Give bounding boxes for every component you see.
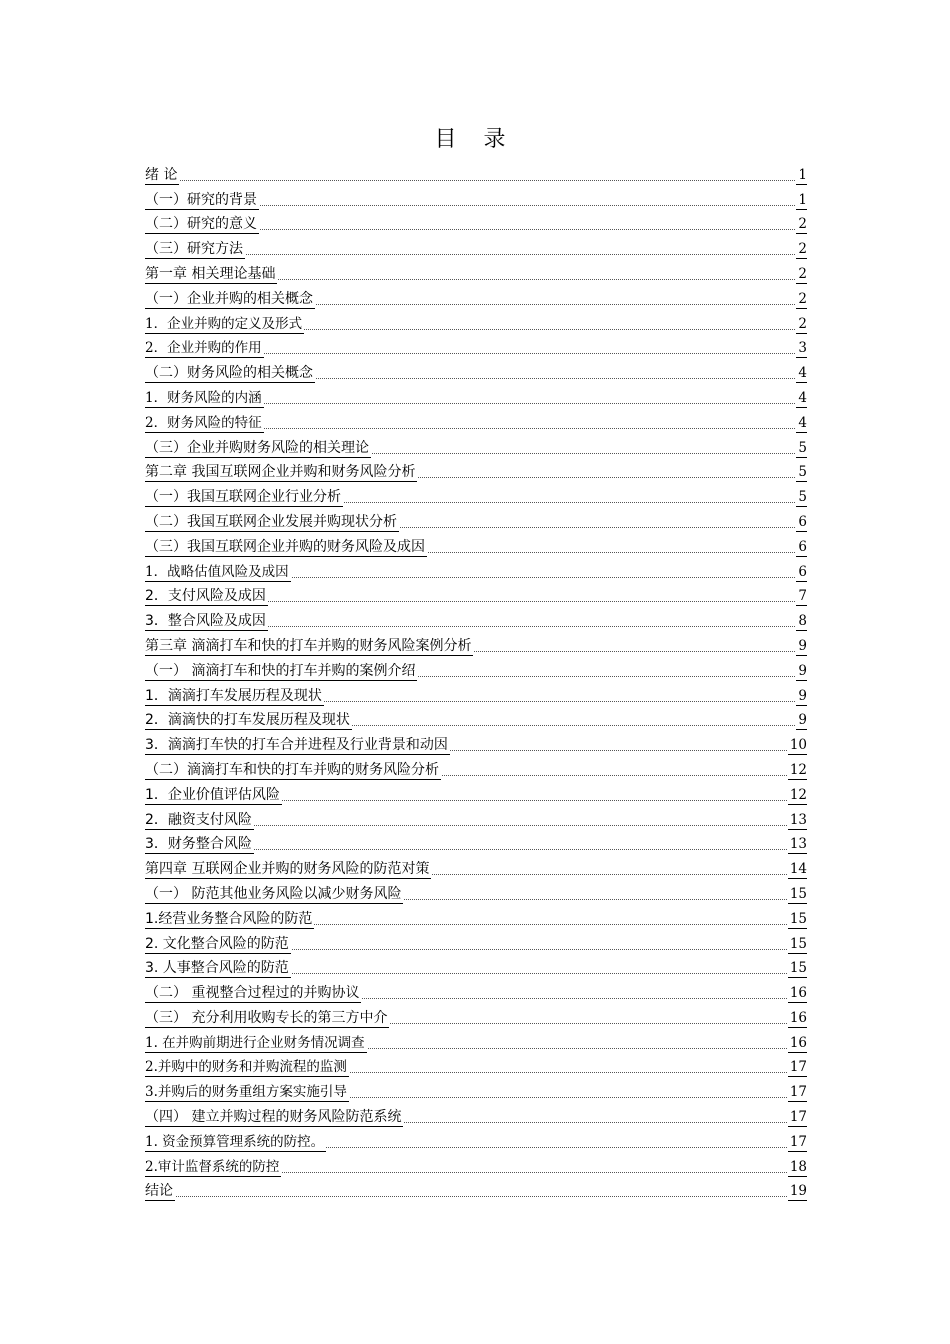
toc-entry[interactable] bbox=[145, 433, 807, 458]
toc-entry-label[interactable]: 1．企业并购的定义及形式 bbox=[145, 315, 303, 332]
toc-entry-label[interactable]: （一） 滴滴打车和快的打车并购的案例介绍 bbox=[145, 662, 416, 679]
toc-entry-page-number[interactable]: 12 bbox=[789, 786, 807, 803]
toc-entry-page-number[interactable]: 19 bbox=[789, 1183, 807, 1200]
toc-entry-page-number[interactable]: 10 bbox=[789, 737, 807, 754]
toc-entry-page-number[interactable]: 17 bbox=[789, 1133, 807, 1150]
toc-leader-dots bbox=[145, 1196, 807, 1197]
toc-entry-label[interactable]: 3．整合风险及成因 bbox=[145, 613, 266, 630]
toc-entry[interactable] bbox=[145, 234, 807, 259]
toc-entry-page-number[interactable]: 8 bbox=[798, 613, 807, 630]
toc-entry-label[interactable]: 2．企业并购的作用 bbox=[145, 340, 262, 357]
toc-entry-label[interactable]: （一）研究的背景 bbox=[145, 191, 257, 208]
toc-entry[interactable] bbox=[145, 954, 807, 979]
toc-entry-label[interactable]: 1．企业价值评估风险 bbox=[145, 786, 280, 803]
toc-entry[interactable] bbox=[145, 606, 807, 631]
toc-entry-page-number[interactable]: 7 bbox=[798, 588, 807, 605]
toc-entry-label[interactable]: 1．滴滴打车发展历程及现状 bbox=[145, 687, 322, 704]
toc-entry-label[interactable]: （二）我国互联网企业发展并购现状分析 bbox=[145, 513, 397, 530]
toc-entry[interactable] bbox=[145, 358, 807, 383]
toc-entry[interactable] bbox=[145, 1028, 807, 1053]
toc-entry[interactable] bbox=[145, 656, 807, 681]
toc-entry-page-number[interactable]: 4 bbox=[798, 389, 807, 406]
toc-entry[interactable] bbox=[145, 1053, 807, 1078]
toc-entry-label[interactable]: 1. 资金预算管理系统的防控。 bbox=[145, 1133, 325, 1150]
toc-entry[interactable] bbox=[145, 1102, 807, 1127]
toc-entry[interactable] bbox=[145, 507, 807, 532]
toc-entry-label[interactable]: （二）财务风险的相关概念 bbox=[145, 365, 313, 382]
toc-entry-page-number[interactable]: 6 bbox=[798, 513, 807, 530]
toc-entry[interactable] bbox=[145, 309, 807, 334]
toc-entry-page-number[interactable]: 16 bbox=[789, 985, 807, 1002]
toc-entry[interactable] bbox=[145, 854, 807, 879]
toc-entry-page-number[interactable]: 2 bbox=[798, 290, 807, 307]
toc-entry-label[interactable]: 2．滴滴快的打车发展历程及现状 bbox=[145, 712, 350, 729]
toc-entry-label[interactable]: 1．战略估值风险及成因 bbox=[145, 563, 289, 580]
toc-entry-label[interactable]: 3.并购后的财务重组方案实施引导 bbox=[145, 1084, 347, 1101]
toc-entry-label[interactable]: （二）研究的意义 bbox=[145, 216, 257, 233]
toc-entry-label[interactable]: 2.审计监督系统的防控 bbox=[145, 1158, 280, 1175]
toc-entry-page-number[interactable]: 17 bbox=[789, 1084, 807, 1101]
toc-entry-label[interactable]: 2．融资支付风险 bbox=[145, 811, 252, 828]
toc-entry-page-number[interactable]: 2 bbox=[798, 216, 807, 233]
toc-entry[interactable] bbox=[145, 730, 807, 755]
toc-entry-page-number[interactable]: 16 bbox=[789, 1034, 807, 1051]
toc-entry[interactable] bbox=[145, 805, 807, 830]
toc-entry[interactable] bbox=[145, 532, 807, 557]
toc-entry[interactable] bbox=[145, 879, 807, 904]
toc-entry[interactable] bbox=[145, 1077, 807, 1102]
toc-entry[interactable] bbox=[145, 1152, 807, 1177]
toc-entry[interactable] bbox=[145, 284, 807, 309]
toc-entry[interactable] bbox=[145, 458, 807, 483]
toc-entry-page-number[interactable]: 1 bbox=[798, 166, 807, 183]
toc-entry-label[interactable]: 1. 在并购前期进行企业财务情况调查 bbox=[145, 1034, 365, 1051]
toc-entry-label[interactable]: 结论 bbox=[145, 1183, 173, 1200]
toc-entry[interactable] bbox=[145, 830, 807, 855]
table-of-contents bbox=[145, 160, 807, 1201]
toc-entry-page-number[interactable]: 16 bbox=[789, 1009, 807, 1026]
toc-entry[interactable] bbox=[145, 482, 807, 507]
toc-entry-page-number[interactable]: 18 bbox=[789, 1158, 807, 1175]
toc-entry-page-number[interactable]: 6 bbox=[798, 538, 807, 555]
toc-entry-page-number[interactable]: 12 bbox=[789, 761, 807, 778]
toc-entry-label[interactable]: （二） 重视整合过程过的并购协议 bbox=[145, 985, 360, 1002]
toc-entry-page-number[interactable]: 6 bbox=[798, 563, 807, 580]
toc-entry-label[interactable]: 第一章 相关理论基础 bbox=[145, 265, 276, 282]
toc-entry-page-number[interactable]: 15 bbox=[789, 960, 807, 977]
toc-entry-label[interactable]: （三） 充分利用收购专长的第三方中介 bbox=[145, 1009, 388, 1026]
toc-entry[interactable] bbox=[145, 557, 807, 582]
toc-entry[interactable] bbox=[145, 334, 807, 359]
toc-title: 目 录 bbox=[434, 127, 516, 152]
toc-entry-label[interactable]: （四） 建立并购过程的财务风险防范系统 bbox=[145, 1109, 402, 1126]
toc-entry-label[interactable]: （三）研究方法 bbox=[145, 241, 243, 258]
toc-entry-label[interactable]: （三）企业并购财务风险的相关理论 bbox=[145, 439, 369, 456]
toc-entry[interactable] bbox=[145, 210, 807, 235]
toc-entry-page-number[interactable]: 14 bbox=[789, 861, 807, 878]
toc-entry[interactable] bbox=[145, 631, 807, 656]
toc-entry-page-number[interactable]: 5 bbox=[798, 489, 807, 506]
toc-entry[interactable] bbox=[145, 383, 807, 408]
toc-entry-page-number[interactable]: 1 bbox=[798, 191, 807, 208]
toc-entry-page-number[interactable]: 17 bbox=[789, 1059, 807, 1076]
toc-entry-label[interactable]: （一） 防范其他业务风险以减少财务风险 bbox=[145, 885, 402, 902]
toc-entry[interactable] bbox=[145, 1177, 807, 1202]
toc-entry-label[interactable]: 3．滴滴打车快的打车合并进程及行业背景和动因 bbox=[145, 737, 448, 754]
toc-entry-page-number[interactable]: 9 bbox=[798, 662, 807, 679]
toc-entry-page-number[interactable]: 9 bbox=[798, 637, 807, 654]
toc-entry-label[interactable]: 第三章 滴滴打车和快的打车并购的财务风险案例分析 bbox=[145, 637, 472, 654]
toc-entry[interactable] bbox=[145, 1003, 807, 1028]
toc-entry-label[interactable]: 绪 论 bbox=[145, 166, 178, 183]
toc-entry-page-number[interactable]: 15 bbox=[789, 910, 807, 927]
toc-entry[interactable] bbox=[145, 185, 807, 210]
toc-entry-page-number[interactable]: 5 bbox=[798, 439, 807, 456]
toc-entry-page-number[interactable]: 2 bbox=[798, 315, 807, 332]
toc-entry-page-number[interactable]: 13 bbox=[789, 811, 807, 828]
toc-entry-label[interactable]: 第四章 互联网企业并购的财务风险的防范对策 bbox=[145, 861, 430, 878]
toc-entry-page-number[interactable]: 5 bbox=[798, 464, 807, 481]
toc-entry-page-number[interactable]: 2 bbox=[798, 241, 807, 258]
toc-entry-label[interactable]: （一）我国互联网企业行业分析 bbox=[145, 489, 341, 506]
toc-entry-page-number[interactable]: 2 bbox=[798, 265, 807, 282]
toc-entry-page-number[interactable]: 13 bbox=[789, 836, 807, 853]
toc-entry[interactable] bbox=[145, 259, 807, 284]
toc-entry-label[interactable]: 2．支付风险及成因 bbox=[145, 588, 266, 605]
toc-entry[interactable] bbox=[145, 755, 807, 780]
toc-entry-label[interactable]: 1．财务风险的内涵 bbox=[145, 389, 262, 406]
toc-entry-page-number[interactable]: 15 bbox=[789, 935, 807, 952]
toc-entry-page-number[interactable]: 3 bbox=[798, 340, 807, 357]
toc-entry-label[interactable]: 1.经营业务整合风险的防范 bbox=[145, 910, 313, 927]
toc-entry-page-number[interactable]: 4 bbox=[798, 414, 807, 431]
toc-entry[interactable] bbox=[145, 706, 807, 731]
toc-entry[interactable] bbox=[145, 929, 807, 954]
toc-entry-label[interactable]: 2.并购中的财务和并购流程的监测 bbox=[145, 1059, 347, 1076]
toc-entry-page-number[interactable]: 15 bbox=[789, 885, 807, 902]
toc-entry[interactable] bbox=[145, 904, 807, 929]
toc-leader-dots bbox=[145, 180, 807, 181]
toc-entry-page-number[interactable]: 9 bbox=[798, 712, 807, 729]
toc-entry-label[interactable]: （二）滴滴打车和快的打车并购的财务风险分析 bbox=[145, 761, 439, 778]
toc-entry-label[interactable]: 3. 人事整合风险的防范 bbox=[145, 960, 289, 977]
toc-entry-label[interactable]: （三）我国互联网企业并购的财务风险及成因 bbox=[145, 538, 425, 555]
toc-entry-label[interactable]: 第二章 我国互联网企业并购和财务风险分析 bbox=[145, 464, 416, 481]
toc-entry-label[interactable]: 2. 文化整合风险的防范 bbox=[145, 935, 289, 952]
toc-entry[interactable] bbox=[145, 780, 807, 805]
toc-entry[interactable] bbox=[145, 160, 807, 185]
toc-entry[interactable] bbox=[145, 978, 807, 1003]
toc-entry[interactable] bbox=[145, 681, 807, 706]
toc-entry-label[interactable]: （一）企业并购的相关概念 bbox=[145, 290, 313, 307]
toc-entry-page-number[interactable]: 9 bbox=[798, 687, 807, 704]
toc-entry-label[interactable]: 2．财务风险的特征 bbox=[145, 414, 262, 431]
toc-entry-page-number[interactable]: 17 bbox=[789, 1109, 807, 1126]
toc-entry[interactable] bbox=[145, 1127, 807, 1152]
toc-entry[interactable] bbox=[145, 408, 807, 433]
toc-entry[interactable] bbox=[145, 582, 807, 607]
toc-entry-label[interactable]: 3．财务整合风险 bbox=[145, 836, 252, 853]
toc-entry-page-number[interactable]: 4 bbox=[798, 365, 807, 382]
